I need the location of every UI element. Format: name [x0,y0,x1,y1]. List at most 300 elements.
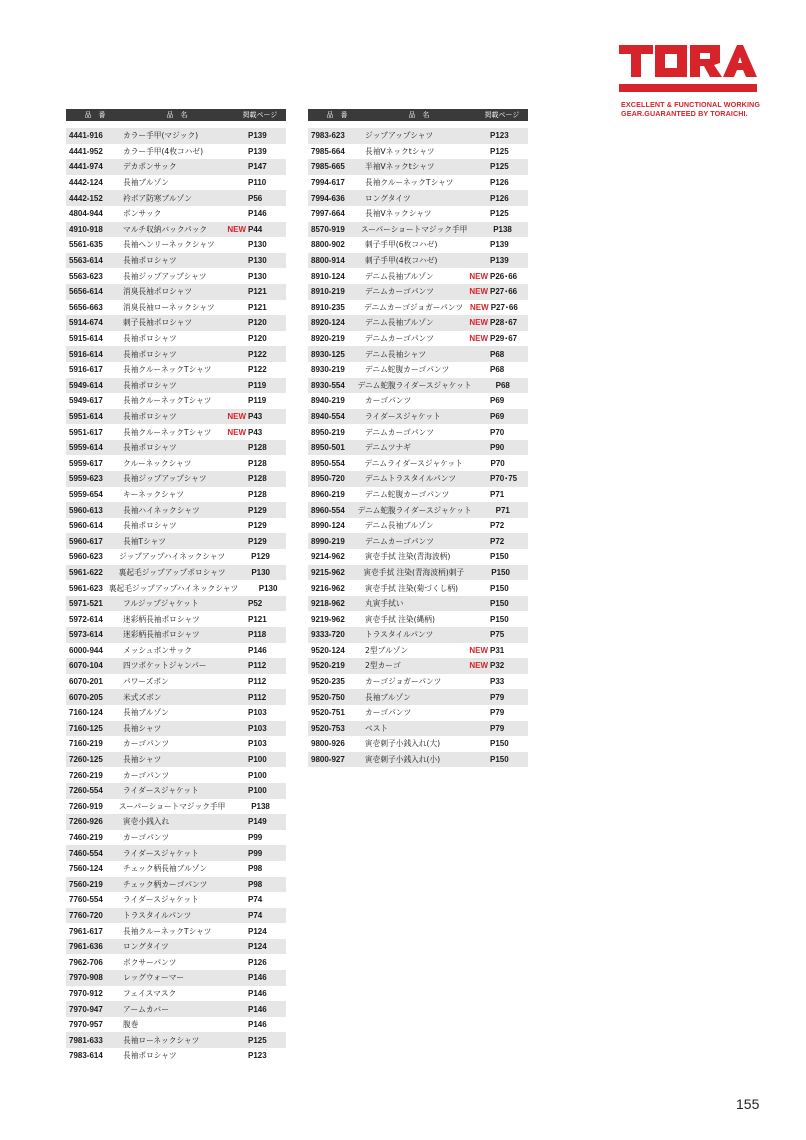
product-code: 8800-902 [311,240,345,250]
page-ref: P130 [248,256,267,266]
table-row [308,315,528,331]
table-row [66,128,286,144]
product-code: 9215-962 [311,567,345,577]
product-name: 2型ブルゾン [365,645,409,655]
table-row [66,580,286,596]
product-name: デニム蛇腹ライダースジャケット [357,380,472,390]
product-code: 9214-962 [311,552,345,562]
page-ref: P139 [490,240,509,250]
table-row [66,424,286,440]
page-ref: P126 [248,957,267,967]
product-code: 8930-554 [311,380,345,390]
product-name: 消臭長袖ポロシャツ [123,287,193,297]
table-row [66,455,286,471]
table-row [66,144,286,160]
product-name: 長袖ジップアップシャツ [123,271,207,281]
product-name: デニム蛇腹カーゴパンツ [365,365,450,375]
product-code: 9333-720 [311,630,345,640]
table-row [66,378,286,394]
product-code: 5961-623 [69,583,103,593]
page-ref: P128 [248,489,267,499]
product-name: 長袖ポロシャツ [123,1051,177,1061]
table-row [308,346,528,362]
product-code: 5916-617 [69,365,103,375]
product-code: 5951-617 [69,427,103,437]
page-ref: P68 [490,349,505,359]
table-row [66,237,286,253]
page-ref: P100 [248,755,267,765]
product-name: 長袖Vネックシャツ [365,209,432,219]
table-row [66,970,286,986]
table-row [66,518,286,534]
page-ref: P29･67 [490,334,518,344]
product-code: 7760-554 [69,895,103,905]
product-name: トラスタイルパンツ [123,910,192,920]
page-ref: P146 [248,973,267,983]
table-row [308,144,528,160]
product-name: 寅壱手拭 注染(青海波柄) [365,552,451,562]
page-ref: P72 [490,521,505,531]
product-code: 5959-614 [69,443,103,453]
product-code: 7994-617 [311,178,345,188]
new-badge: NEW [227,427,246,437]
product-name: デニム長袖ブルゾン [365,318,434,328]
product-code: 7260-926 [69,817,103,827]
page-ref: P150 [490,739,509,749]
table-row [66,611,286,627]
table-row [308,565,528,581]
product-name: 長袖ブルゾン [123,178,169,188]
table-row [66,923,286,939]
table-row [308,253,528,269]
page-ref: P138 [493,224,512,234]
page-ref: P71 [495,505,510,515]
product-code: 9520-750 [311,692,345,702]
tagline-line-2: GEAR.GUARANTEED BY TORAICHI. [621,109,748,118]
product-code: 4441-916 [69,131,103,141]
product-code: 7260-219 [69,770,103,780]
page-ref: P146 [248,645,267,655]
page-ref: P69 [490,411,505,421]
product-name: ライダースジャケット [365,411,441,421]
page-ref: P71 [490,489,505,499]
table-row [308,502,528,518]
table-row [66,658,286,674]
page-ref: P79 [490,723,505,733]
product-code: 5960-614 [69,521,103,531]
page-ref: P121 [248,614,267,624]
page-ref: P126 [490,193,509,203]
product-code: 7260-125 [69,755,103,765]
product-name: デニムトラスタイルパンツ [365,474,457,484]
new-badge: NEW [469,661,488,671]
table-row [66,533,286,549]
product-name: デニムカーゴジョガーパンツ [364,302,464,312]
product-name: 刺子長袖ポロシャツ [123,318,193,328]
product-code: 7560-219 [69,879,103,889]
table-row [308,487,528,503]
product-name: カーゴパンツ [365,708,412,718]
product-code: 7160-125 [69,723,103,733]
page-ref: P112 [248,677,267,687]
product-code: 8950-501 [311,443,345,453]
product-name: カーゴパンツ [123,770,170,780]
page-ref: P90 [490,443,505,453]
product-code: 7994-636 [311,193,345,203]
tora-logo [619,45,757,97]
product-code: 9800-927 [311,755,345,765]
table-row [66,736,286,752]
product-code: 5971-521 [69,599,103,609]
tagline-line-1: EXCELLENT & FUNCTIONAL WORKING [621,100,761,109]
product-name: 消臭長袖ローネックシャツ [123,302,215,312]
product-code: 7460-219 [69,833,103,843]
product-name: 裏起毛ジップアップハイネックシャツ [108,583,239,593]
new-badge: NEW [227,411,246,421]
product-name: 長袖クルーネックTシャツ [123,427,212,437]
new-badge: NEW [469,334,488,344]
page-ref: P43 [248,411,263,421]
table-row [308,237,528,253]
table-row [66,1001,286,1017]
page-ref: P27･66 [490,287,518,297]
product-name: 長袖Tシャツ [123,536,166,546]
table-row [66,471,286,487]
page-ref: P125 [490,146,509,156]
new-badge: NEW [469,271,488,281]
product-name: ロングタイツ [365,193,411,203]
product-code: 5972-614 [69,614,103,624]
table-row [308,331,528,347]
table-row [66,705,286,721]
page-ref: P70･75 [490,474,518,484]
table-row [308,674,528,690]
product-code: 7983-623 [311,131,345,141]
table-row [308,440,528,456]
product-name: 長袖ポロシャツ [123,521,177,531]
page-ref: P74 [248,910,263,920]
product-code: 8960-554 [311,505,345,515]
product-name: チェック柄長袖ブルゾン [123,864,208,874]
page-ref: P128 [248,474,267,484]
page-ref: P44 [248,224,263,234]
page-ref: P139 [248,131,267,141]
table-row [66,222,286,238]
product-code: 9216-962 [311,583,345,593]
product-name: 長袖ポロシャツ [123,443,177,453]
product-name: ロングタイツ [123,942,169,952]
product-name: メッシュボンサック [123,645,192,655]
page-ref: P124 [248,942,267,952]
product-name: 寅壱手拭 注染(菊づくし柄) [365,583,459,593]
table-row [308,580,528,596]
product-name: キーネックシャツ [123,489,184,499]
product-code: 7997-664 [311,209,345,219]
product-code: 5914-674 [69,318,103,328]
table-row [308,190,528,206]
table-row [308,393,528,409]
table-row [66,721,286,737]
product-name: 長袖ローネックシャツ [123,1035,200,1045]
product-code: 9218-962 [311,599,345,609]
page-ref: P79 [490,708,505,718]
header-code: 品 番 [326,111,348,119]
brand-tagline [621,100,771,118]
product-code: 8920-124 [311,318,345,328]
table-row [66,549,286,565]
page-ref: P79 [490,692,505,702]
product-name: 丸寅手拭い [365,599,404,609]
product-name: ベスト [365,723,389,733]
page-ref: P150 [491,567,510,577]
page-ref: P150 [490,599,509,609]
product-code: 8940-554 [311,411,345,421]
product-code: 7981-633 [69,1035,103,1045]
product-name: カラー手甲(4枚コハゼ) [123,146,204,156]
table-row [308,300,528,316]
product-code: 8950-720 [311,474,345,484]
new-badge: NEW [469,318,488,328]
product-code: 5656-663 [69,302,103,312]
page-ref: P70 [490,427,505,437]
product-name: 長袖ポロシャツ [123,256,177,266]
product-name: 長袖ポロシャツ [123,380,177,390]
table-row [308,721,528,737]
table-row [66,954,286,970]
product-name: 四ツポケットジャンパー [123,661,207,671]
product-code: 8950-219 [311,427,345,437]
page-ref: P68 [495,380,510,390]
table-row [308,518,528,534]
page-ref: P150 [490,583,509,593]
product-code: 9219-962 [311,614,345,624]
page-ref: P139 [248,146,267,156]
table-row [66,892,286,908]
product-name: 長袖Vネックtシャツ [365,146,435,156]
page-ref: P130 [251,567,270,577]
table-row [308,752,528,768]
product-code: 8950-554 [311,458,345,468]
page-ref: P130 [248,240,267,250]
table-row [66,175,286,191]
product-name: 寅壱刺子小銭入れ(小) [365,755,441,765]
product-name: スーパーショートマジック手甲 [360,224,468,234]
product-code: 8910-124 [311,271,345,281]
page-ref: P118 [248,630,267,640]
product-name: フェイスマスク [123,988,177,998]
table-row [66,487,286,503]
product-name: 長袖クルーネックTシャツ [123,365,212,375]
product-name: 2型カーゴ [365,661,401,671]
page-ref: P74 [248,895,263,905]
table-row [308,658,528,674]
product-code: 9520-753 [311,723,345,733]
product-name: 衿ボア防寒ブルゾン [123,193,192,203]
page-ref: P52 [248,599,263,609]
product-name: 腹巻 [123,1020,139,1030]
product-code: 5949-617 [69,396,103,406]
page-ref: P120 [248,318,267,328]
table-row [308,128,528,144]
product-name: ボクサーパンツ [123,957,177,967]
table-row [308,268,528,284]
table-row [308,596,528,612]
product-code: 5959-654 [69,489,103,499]
product-name: デニム蛇腹ライダースジャケット [357,505,472,515]
table-row [308,455,528,471]
product-code: 5563-614 [69,256,103,266]
product-name: ライダースジャケット [123,848,199,858]
page-ref: P99 [248,833,263,843]
product-code: 7460-554 [69,848,103,858]
table-row [66,1017,286,1033]
product-name: カラー手甲(マジック) [123,131,199,141]
page-ref: P146 [248,988,267,998]
product-code: 7970-947 [69,1004,103,1014]
product-name: 長袖クルーネックTシャツ [365,178,454,188]
table-row [66,674,286,690]
table-row [308,159,528,175]
page-ref: P125 [248,1035,267,1045]
product-name: 長袖ポロシャツ [123,411,177,421]
product-name: 長袖ハイネックシャツ [123,505,200,515]
product-code: 5951-614 [69,411,103,421]
product-code: 8930-125 [311,349,345,359]
page-ref: P150 [490,614,509,624]
table-row [66,300,286,316]
product-name: 長袖ポロシャツ [123,334,177,344]
page-ref: P129 [248,536,267,546]
table-row [66,440,286,456]
product-name: デニム長袖ブルゾン [365,521,434,531]
product-code: 5915-614 [69,334,103,344]
product-code: 7961-636 [69,942,103,952]
header-code: 品 番 [84,111,106,119]
product-code: 4442-152 [69,193,103,203]
page-ref: P100 [248,770,267,780]
product-name: 寅壱手拭 注染(青海波柄)刺子 [363,567,465,577]
table-row [66,253,286,269]
product-code: 9800-926 [311,739,345,749]
page-ref: P122 [248,365,267,375]
table-row [308,222,528,238]
page-ref: P100 [248,786,267,796]
product-name: 長袖ポロシャツ [123,349,177,359]
table-row [308,206,528,222]
table-row [66,502,286,518]
product-code: 5563-623 [69,271,103,281]
new-badge: NEW [469,645,488,655]
page-ref: P98 [248,879,263,889]
product-code: 8910-219 [311,287,345,297]
table-row [66,268,286,284]
page-ref: P33 [490,677,505,687]
product-name: カーゴパンツ [123,739,170,749]
product-code: 7985-665 [311,162,345,172]
table-row [66,409,286,425]
page-ref: P130 [248,271,267,281]
table-row [66,689,286,705]
product-code: 9520-124 [311,645,345,655]
product-name: 長袖ブルゾン [123,708,169,718]
product-code: 7260-554 [69,786,103,796]
product-code: 4910-918 [69,224,103,234]
product-code: 8960-219 [311,489,345,499]
product-code: 5973-614 [69,630,103,640]
table-row [308,284,528,300]
product-name: カーゴジョガーパンツ [365,677,442,687]
product-name: デニムカーゴパンツ [365,334,434,344]
product-code: 5949-614 [69,380,103,390]
header-name: 品 名 [408,111,430,119]
table-row [308,378,528,394]
product-name: トラスタイルパンツ [365,630,434,640]
page-ref: P125 [490,162,509,172]
table-row [66,783,286,799]
product-name: 半袖Vネックtシャツ [365,162,435,172]
product-name: ライダースジャケット [123,786,199,796]
page-ref: P120 [248,334,267,344]
product-code: 8910-235 [311,302,345,312]
product-name: デニムカーゴパンツ [365,427,434,437]
product-code: 5959-623 [69,474,103,484]
product-name: スーパーショートマジック手甲 [118,801,226,811]
product-name: チェック柄カーゴパンツ [123,879,208,889]
product-name: 長袖ヘンリーネックシャツ [123,240,215,250]
product-code: 5961-622 [69,567,103,577]
table-row [308,409,528,425]
page-ref: P112 [248,661,267,671]
product-code: 6070-205 [69,692,103,702]
page-ref: P70 [490,458,505,468]
product-code: 7160-124 [69,708,103,718]
product-code: 4804-944 [69,209,103,219]
product-index-left [66,109,286,1064]
new-badge: NEW [470,302,489,312]
table-row [308,175,528,191]
product-code: 8800-914 [311,256,345,266]
product-code: 7970-908 [69,973,103,983]
product-name: ジップアップハイネックシャツ [118,552,226,562]
table-row [308,689,528,705]
table-row [66,767,286,783]
product-code: 7970-912 [69,988,103,998]
page-ref: P99 [248,848,263,858]
page-ref: P123 [490,131,509,141]
product-name: アームカバー [123,1004,169,1014]
table-row [308,533,528,549]
page-ref: P150 [490,552,509,562]
product-name: マルチ収納バックパック [123,224,208,234]
product-code: 6070-201 [69,677,103,687]
product-name: 迷彩柄長袖ポロシャツ [123,630,200,640]
product-name: ライダースジャケット [123,895,199,905]
product-name: 長袖ブルゾン [365,692,411,702]
product-code: 8570-919 [311,224,345,234]
table-row [308,362,528,378]
product-code: 7760-720 [69,910,103,920]
table-row [66,643,286,659]
table-row [66,627,286,643]
page-ref: P146 [248,209,267,219]
table-row [66,159,286,175]
product-name: 長袖クルーネックTシャツ [123,926,212,936]
table-row [66,346,286,362]
product-code: 7560-124 [69,864,103,874]
table-row [66,190,286,206]
table-row [66,939,286,955]
page-ref: P26･66 [490,271,518,281]
